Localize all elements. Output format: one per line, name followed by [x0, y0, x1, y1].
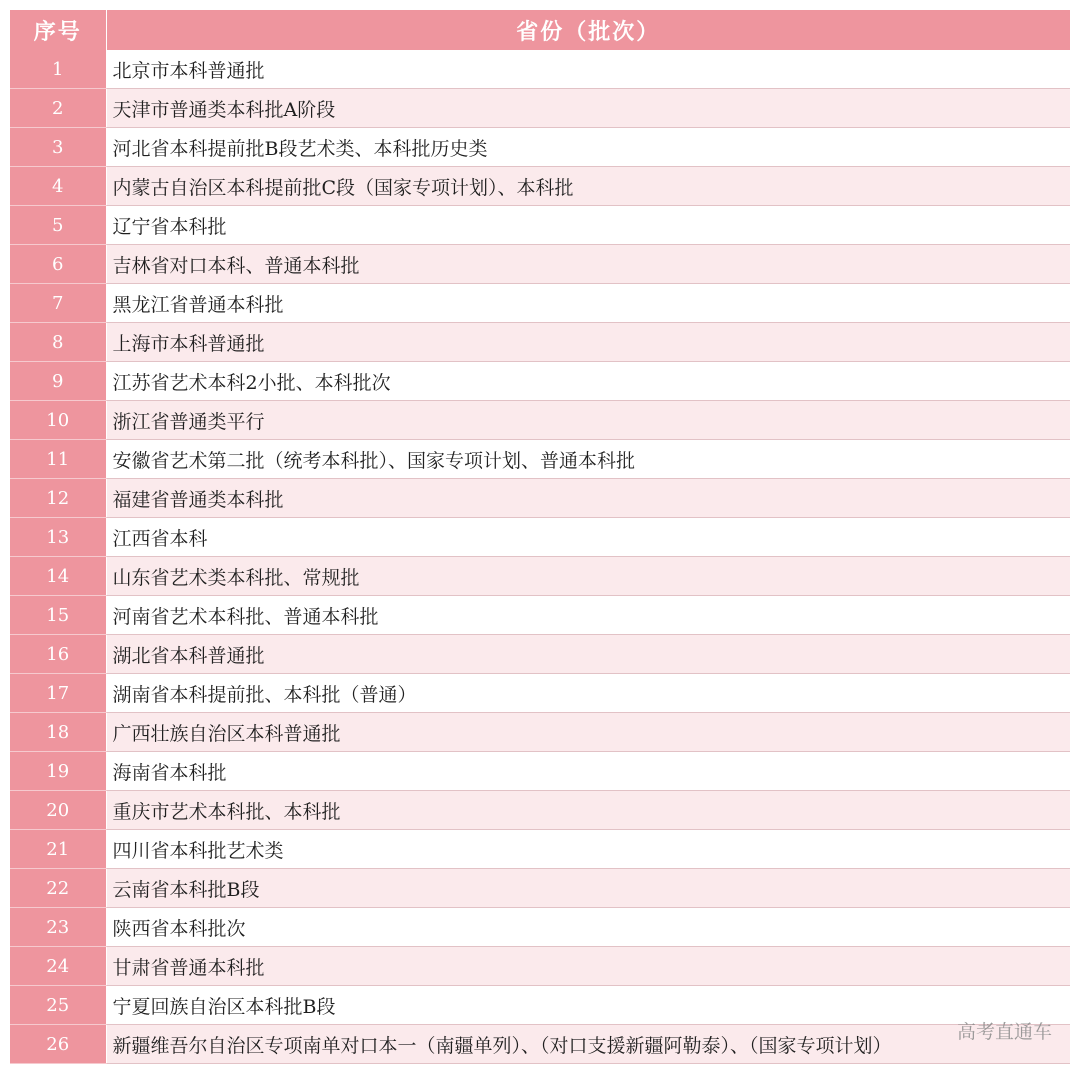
table-row — [10, 167, 1070, 206]
row-index: 3 — [10, 128, 106, 167]
row-province-batch: 四川省本科批艺术类 — [106, 830, 1070, 869]
table-row — [10, 557, 1070, 596]
row-index: 26 — [10, 1025, 106, 1064]
row-index: 23 — [10, 908, 106, 947]
row-province-batch: 新疆维吾尔自治区专项南单对口本一（南疆单列）、（对口支援新疆阿勒泰）、（国家专项计划） — [106, 1025, 1070, 1064]
row-index: 9 — [10, 362, 106, 401]
row-index: 6 — [10, 245, 106, 284]
row-province-batch: 内蒙古自治区本科提前批C段（国家专项计划）、本科批 — [106, 167, 1070, 206]
header-index: 序号 — [10, 10, 106, 50]
row-index: 21 — [10, 830, 106, 869]
row-province-batch: 安徽省艺术第二批（统考本科批）、国家专项计划、普通本科批 — [106, 440, 1070, 479]
row-index: 5 — [10, 206, 106, 245]
table-row — [10, 401, 1070, 440]
row-province-batch: 天津市普通类本科批A阶段 — [106, 89, 1070, 128]
table-row — [10, 791, 1070, 830]
row-province-batch: 甘肃省普通本科批 — [106, 947, 1070, 986]
table-row — [10, 947, 1070, 986]
row-index: 8 — [10, 323, 106, 362]
row-index: 7 — [10, 284, 106, 323]
row-index: 17 — [10, 674, 106, 713]
row-province-batch: 重庆市艺术本科批、本科批 — [106, 791, 1070, 830]
table-row — [10, 128, 1070, 167]
table-row — [10, 518, 1070, 557]
row-index: 18 — [10, 713, 106, 752]
province-batch-table-container — [10, 10, 1070, 1064]
row-province-batch: 河南省艺术本科批、普通本科批 — [106, 596, 1070, 635]
row-province-batch: 辽宁省本科批 — [106, 206, 1070, 245]
table-body — [10, 50, 1070, 1064]
table-row — [10, 479, 1070, 518]
row-province-batch: 海南省本科批 — [106, 752, 1070, 791]
province-batch-table — [10, 10, 1070, 1064]
table-row — [10, 713, 1070, 752]
row-index: 11 — [10, 440, 106, 479]
row-province-batch: 云南省本科批B段 — [106, 869, 1070, 908]
table-row — [10, 830, 1070, 869]
row-province-batch: 广西壮族自治区本科普通批 — [106, 713, 1070, 752]
row-province-batch: 宁夏回族自治区本科批B段 — [106, 986, 1070, 1025]
row-index: 19 — [10, 752, 106, 791]
table-row — [10, 440, 1070, 479]
table-row — [10, 323, 1070, 362]
row-index: 15 — [10, 596, 106, 635]
row-index: 14 — [10, 557, 106, 596]
row-province-batch: 吉林省对口本科、普通本科批 — [106, 245, 1070, 284]
row-province-batch: 浙江省普通类平行 — [106, 401, 1070, 440]
row-index: 10 — [10, 401, 106, 440]
row-index: 2 — [10, 89, 106, 128]
table-row — [10, 89, 1070, 128]
table-row — [10, 596, 1070, 635]
row-province-batch: 河北省本科提前批B段艺术类、本科批历史类 — [106, 128, 1070, 167]
row-province-batch: 湖北省本科普通批 — [106, 635, 1070, 674]
row-province-batch: 江苏省艺术本科2小批、本科批次 — [106, 362, 1070, 401]
table-row — [10, 206, 1070, 245]
row-province-batch: 陕西省本科批次 — [106, 908, 1070, 947]
row-index: 4 — [10, 167, 106, 206]
row-index: 12 — [10, 479, 106, 518]
table-row — [10, 635, 1070, 674]
row-index: 25 — [10, 986, 106, 1025]
row-index: 24 — [10, 947, 106, 986]
row-index: 1 — [10, 50, 106, 89]
row-province-batch: 福建省普通类本科批 — [106, 479, 1070, 518]
table-row — [10, 986, 1070, 1025]
row-province-batch: 黑龙江省普通本科批 — [106, 284, 1070, 323]
row-province-batch: 江西省本科 — [106, 518, 1070, 557]
table-row — [10, 674, 1070, 713]
table-row — [10, 908, 1070, 947]
row-index: 22 — [10, 869, 106, 908]
table-row — [10, 869, 1070, 908]
row-index: 16 — [10, 635, 106, 674]
row-province-batch: 上海市本科普通批 — [106, 323, 1070, 362]
row-province-batch: 山东省艺术类本科批、常规批 — [106, 557, 1070, 596]
table-row — [10, 752, 1070, 791]
header-province-batch: 省份（批次） — [106, 10, 1070, 50]
table-row — [10, 245, 1070, 284]
row-index: 20 — [10, 791, 106, 830]
table-row — [10, 1025, 1070, 1064]
table-header-row — [10, 10, 1070, 50]
table-row — [10, 362, 1070, 401]
table-row — [10, 284, 1070, 323]
row-province-batch: 湖南省本科提前批、本科批（普通） — [106, 674, 1070, 713]
watermark: 高考直通车 — [956, 1021, 1052, 1043]
table-row — [10, 50, 1070, 89]
row-index: 13 — [10, 518, 106, 557]
row-province-batch: 北京市本科普通批 — [106, 50, 1070, 89]
